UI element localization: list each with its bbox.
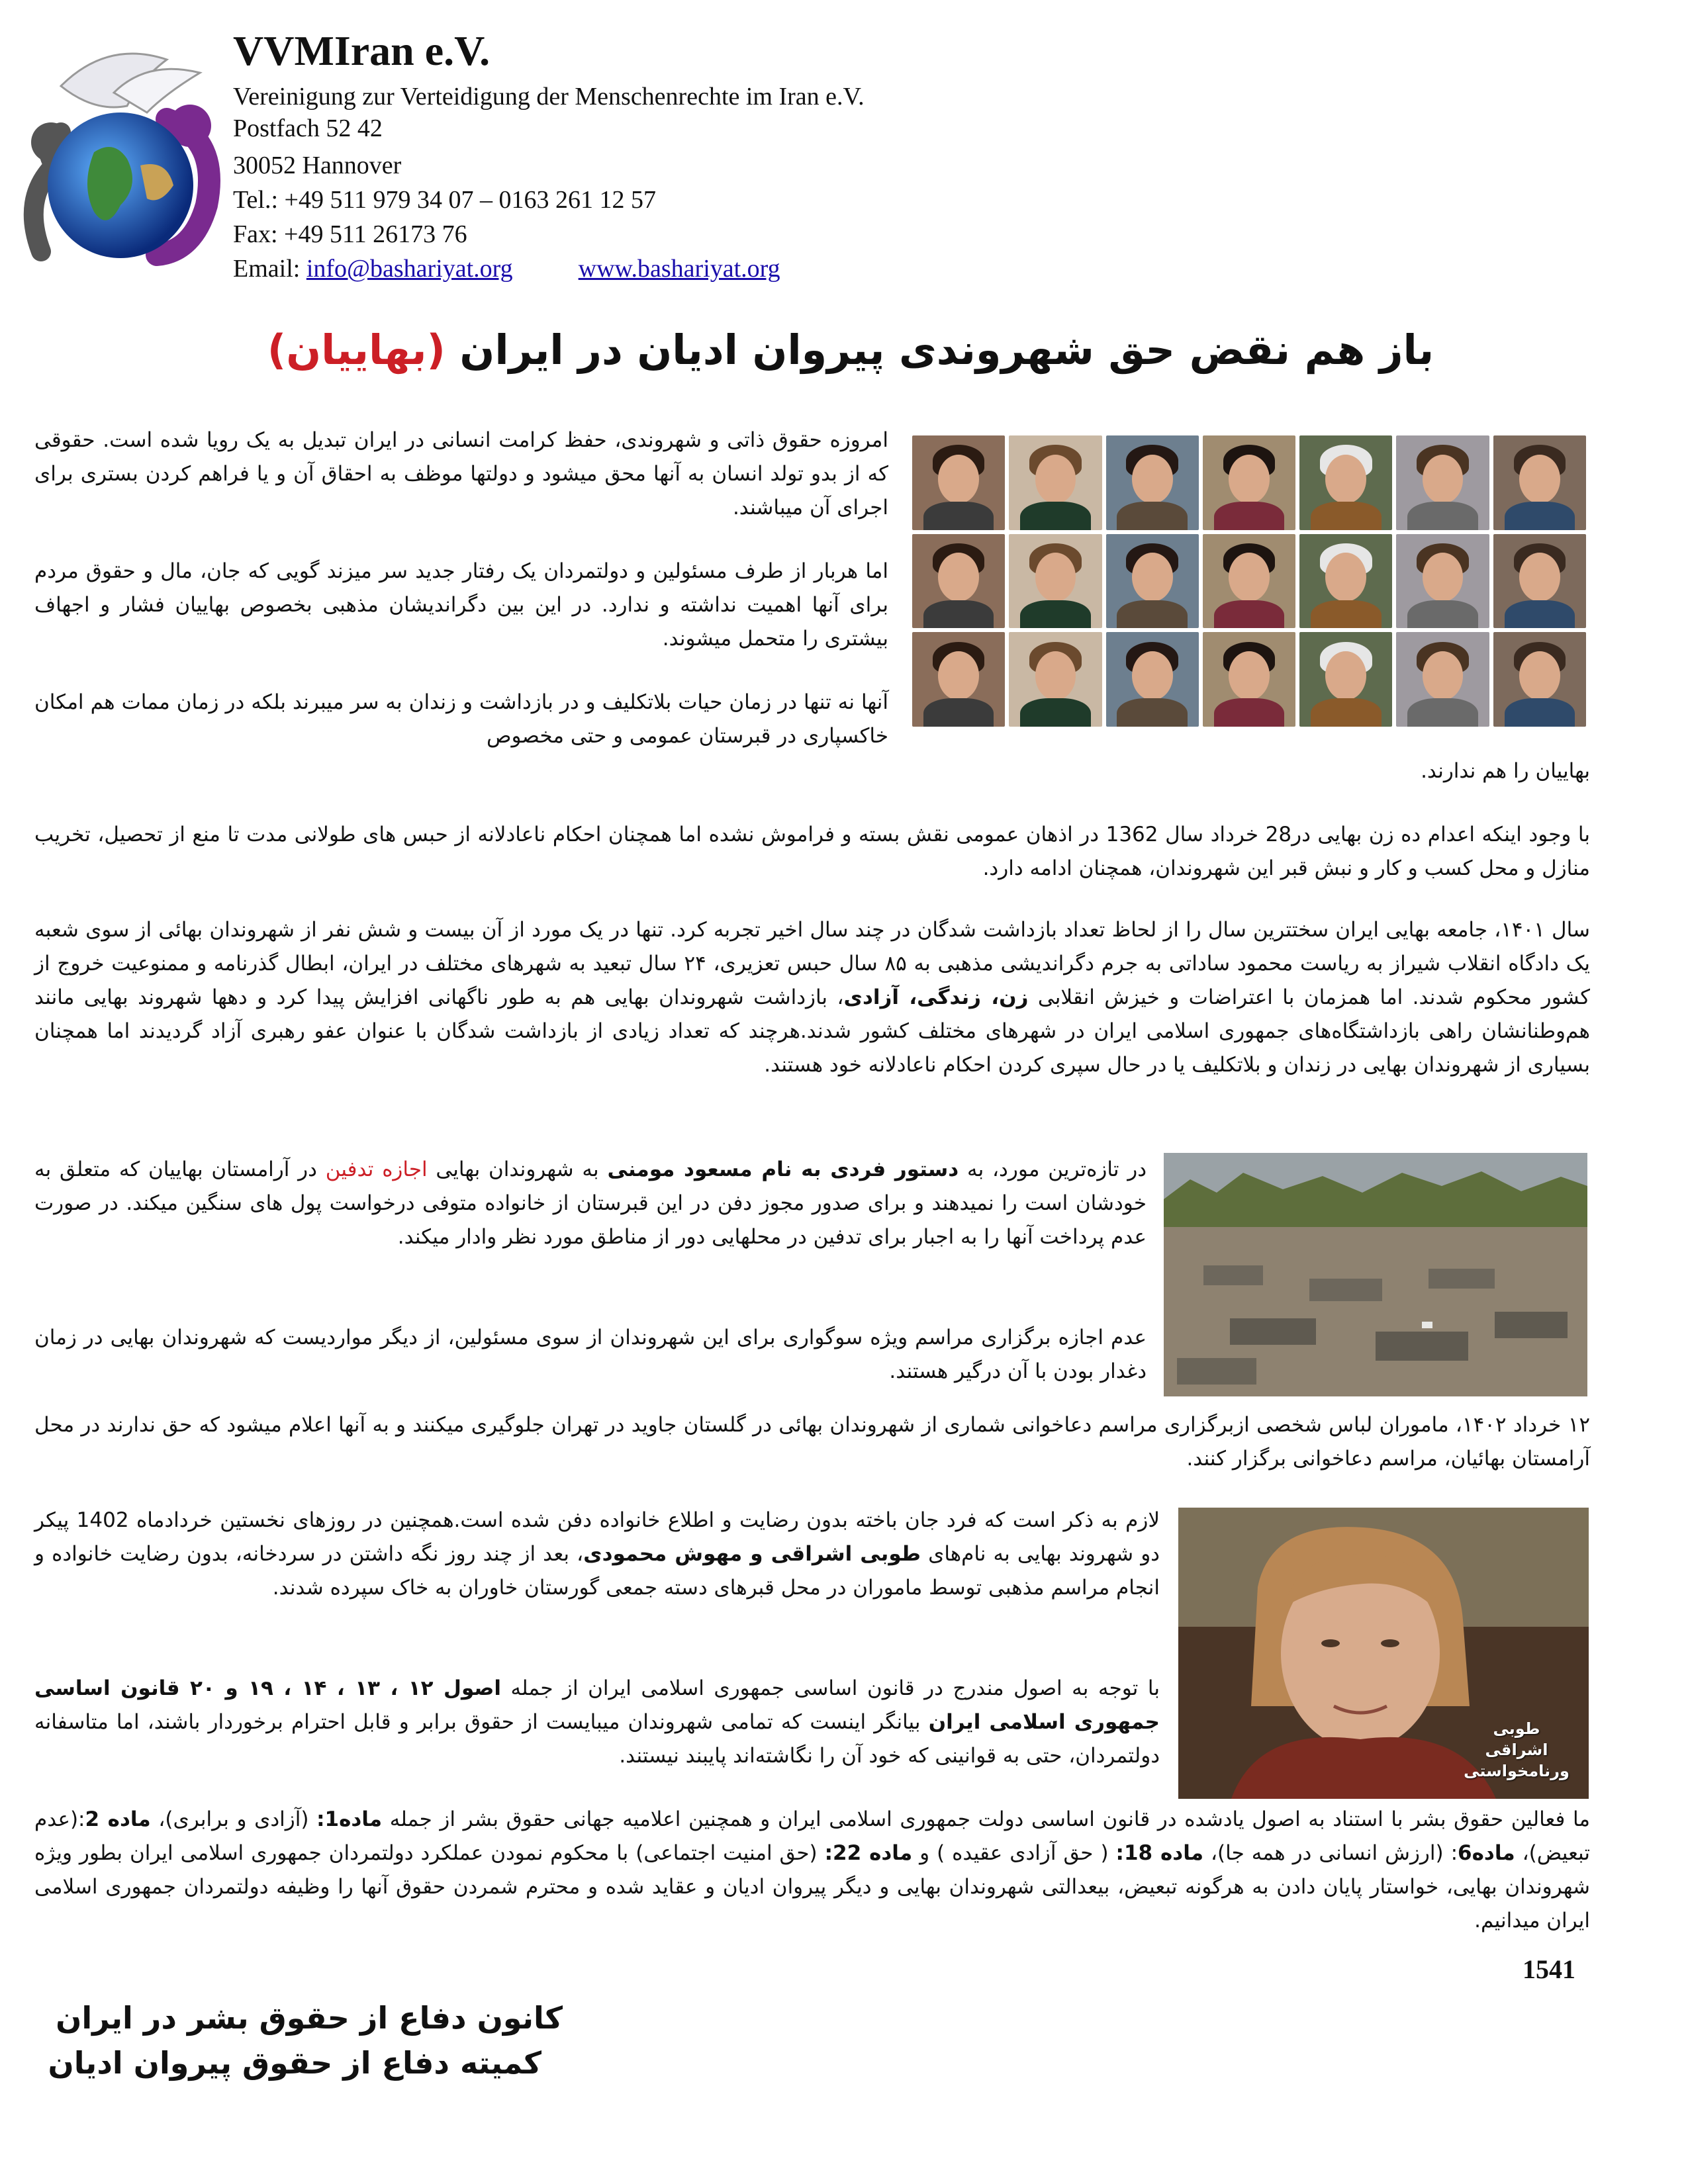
- portrait-caption: طوبی اشراقی ورنامخواستی: [1464, 1719, 1570, 1780]
- portrait-tile: [1009, 632, 1102, 727]
- paragraph-intro-3b: بهاییان را هم ندارند.: [1421, 759, 1590, 783]
- article-and: و: [919, 1841, 930, 1865]
- article-22-text: (حق امنیت اجتماعی) با محکوم نمودن عملکرد دولتمردان جمهوری اسلامی ایران بطور ویژه شهروندان بهایی، خواستار پایان دادن به هرگونه تبعیض، بیعدالتی شهروندان بهایی و دیگر پیروان ادیان و عقاید شده و محترم شمردن حقوق آنها را وظیفه دولتمردان جمهوری اسلامی ایران میدانیم.: [34, 1841, 1590, 1933]
- paragraph-khavaran-burial: [34, 1504, 1160, 1605]
- email-label: Email:: [233, 255, 301, 283]
- portrait-tile: [1203, 632, 1295, 727]
- article-2-text: :(عدم تبعیض)،: [34, 1807, 1591, 1865]
- fax: Fax: +49 511 26173 76: [233, 220, 467, 248]
- article-1-text: (آزادی و برابری)،: [158, 1807, 309, 1831]
- portrait-tile: [1396, 534, 1489, 629]
- portrait-tile: [912, 632, 1005, 727]
- paragraph-intro-3a: آنها نه تنها در زمان حیات بلاتکلیف و در بازداشت و زندان به سر میبرند بلکه در زمان ممات هم امکان خاکسپاری در قبرستان عمومی و حتی مخصوص: [34, 690, 888, 748]
- telephone: Tel.: +49 511 979 34 07 – 0163 261 12 57: [233, 186, 657, 214]
- organization-logo: [15, 33, 226, 271]
- portrait-tile: [1396, 632, 1489, 727]
- paragraph-burial-ban: [34, 1153, 1147, 1254]
- paragraph-demands: [34, 1803, 1590, 1938]
- p9-text-b: ، بعد از چند روز نگه داشتن در سردخانه، بدون رضایت خانواده و انجام مراسم مذهبی توسط ماموران در محل قبرهای دسته جمعی گورستان خاوران به خاک سپرده شدند.: [34, 1542, 1160, 1600]
- portrait-tile: [1009, 435, 1102, 530]
- title-highlight: (بهاییان): [267, 326, 445, 374]
- signature-line-2: کمیته دفاع از حقوق پیروان ادیان: [48, 2045, 541, 2081]
- portrait-tile: [1106, 435, 1199, 530]
- article-6-text: : (ارزش انسانی در همه جا)،: [1211, 1841, 1458, 1865]
- p6-text-a: در تازه‌ترین مورد، به: [967, 1158, 1147, 1181]
- contact-line: [233, 254, 780, 283]
- document-number: 1541: [1523, 1954, 1575, 1984]
- paragraph-execution-history: با وجود اینکه اعدام ده زن بهایی در28 خرداد سال 1362 در اذهان عمومی نقش بسته و فراموش نشده اما همچنان احکام ناعادلانه از حبس های طولانی مدت تا منع از تحصیل، تخریب منازل و محل کسب و کار و نبش قبر این شهروندان، همچنان ادامه دارد.: [34, 823, 1590, 880]
- portrait-tile: [1299, 632, 1392, 727]
- article-22: ماده 22:: [824, 1841, 913, 1865]
- website-link[interactable]: www.bashariyat.org: [578, 255, 780, 283]
- portrait-tile: [1299, 534, 1392, 629]
- p6-bold: دستور فردی به نام مسعود مومنی: [607, 1158, 959, 1181]
- p5-slogan: زن، زندگی، آزادی: [843, 985, 1029, 1009]
- portrait-tile: [1299, 435, 1392, 530]
- portrait-tile: [1106, 534, 1199, 629]
- signature-line-1: کانون دفاع از حقوق بشر در ایران: [56, 2000, 563, 2036]
- city: 30052 Hannover: [233, 152, 402, 179]
- title-main: باز هم نقض حق شهروندی پیروان ادیان در ایران: [459, 326, 1434, 374]
- p10-articles: اصول ۱۲ ، ۱۳ ، ۱۴ ، ۱۹ و ۲۰ قانون اساسی جمهوری اسلامی ایران: [34, 1676, 1160, 1734]
- paragraph-mourning-ban: عدم اجازه برگزاری مراسم ویژه سوگواری برای این شهروندان از سوی مسئولین، از دیگر مواردیست که شهروندان بهایی در زمان دغدار بودن با آن درگیر هستند.: [34, 1326, 1147, 1383]
- p6-text-c: در آرامستان بهاییان که متعلق به خودشان است را نمیدهند و برای صدور مجوز دفن در این قبرستان از خانواده متوفی درخواست پول های سنگین میکند. در صورت عدم پرداخت آنها را به اجبار برای تدفین در محلهایی دور از مناطق مورد نظر وادار میکند.: [34, 1158, 1147, 1249]
- article-18-text: ( حق آزادی عقیده ): [937, 1841, 1109, 1865]
- article-6: ماده6: [1458, 1841, 1515, 1865]
- page-title: [79, 326, 1622, 374]
- p10-text-b: بیانگر اینست که تمامی شهروندان میبایست از حقوق برابر و قابل احترام برخوردار باشند، اما متاسفانه دولتمردان، حتی به قوانینی که خود آن را نگاشته‌اند پایبند نیستند.: [34, 1710, 1160, 1768]
- email-link[interactable]: info@bashariyat.org: [306, 255, 513, 283]
- article-2: ماده 2: [85, 1807, 151, 1831]
- p11-text-a: ما فعالین حقوق بشر با استناد به اصول یادشده در قانون اساسی دولت جمهوری اسلامی ایران و همچنین اعلامیه جهانی حقوق بشر از جمله: [389, 1807, 1591, 1831]
- portraits-grid: [912, 435, 1586, 727]
- portrait-tile: [1493, 534, 1586, 629]
- portrait-tile: [1203, 534, 1295, 629]
- portrait-tile: [1396, 435, 1489, 530]
- portrait-tile: [1009, 534, 1102, 629]
- p9-text-a: لازم به ذکر است که فرد جان باخته بدون رضایت و اطلاع خانواده دفن شده است.همچنین در روزهای نخستین خردادماه 1402 پیکر دو شهروند بهایی به نام‌های: [34, 1508, 1160, 1566]
- paragraph-1401-arrests: [34, 913, 1590, 1082]
- p10-text-a: با توجه به اصول مندرج در قانون اساسی جمهوری اسلامی ایران از جمله: [510, 1676, 1160, 1700]
- portrait-tile: [912, 534, 1005, 629]
- paragraph-intro-2: اما هربار از طرف مسئولین و دولتمردان یک رفتار جدید سر میزند گویی که جان، مال و حقوق مردم برای آنها اهمیت نداشته و ندارد. در این بین دگراندیشان مذهبی بخصوص بهاییان فشار و اجهاف بیشتری را متحمل میشوند.: [34, 559, 888, 651]
- portrait-tile: [1493, 435, 1586, 530]
- organization-full-name: Vereinigung zur Verteidigung der Menschenrechte im Iran e.V.: [233, 83, 865, 111]
- p9-names: طوبی اشراقی و مهوش محمودی: [583, 1542, 921, 1566]
- article-18: ماده 18:: [1115, 1841, 1204, 1865]
- cemetery-photo: [1164, 1153, 1587, 1396]
- article-1: ماده1:: [316, 1807, 383, 1831]
- organization-name: VVMIran e.V.: [233, 27, 491, 74]
- portrait-tile: [1493, 632, 1586, 727]
- p6-burial-permission: اجازه تدفین: [325, 1158, 428, 1181]
- portrait-tile: [1106, 632, 1199, 727]
- portrait-photo: [1178, 1508, 1589, 1799]
- p5-text-b: ، بازداشت شهروندان بهایی هم به طور ناگهانی افزایش پیدا کرد و دهها شهروند بهایی مانند هم‌وطنانشان راهی بازداشتگاه‌های جمهوری اسلامی ایران در شهرهای مختلف کشور شدند.هرچند که تعداد زیادی از بازداشت شدگان با عنوان عفو رهبری آزاد گردیدند اما همچنان بسیاری از شهروندان بهایی در زندان و بلاتکلیف یا در حال سپری کردن احکام ناعادلانه خود هستند.: [34, 985, 1590, 1077]
- portrait-tile: [1203, 435, 1295, 530]
- p6-text-b: به شهروندان بهایی: [436, 1158, 599, 1181]
- paragraph-intro-1: امروزه حقوق ذاتی و شهروندی، حفظ کرامت انسانی در ایران تبدیل به یک رویا شده است. حقوقی که از بدو تولد انسان به آنها محق میشود و دولتها موظف به احقاق آن و یا فراهم کردن بستری برای اجرای آن میباشند.: [34, 428, 888, 520]
- portrait-tile: [912, 435, 1005, 530]
- postfach: Postfach 52 42: [233, 114, 383, 142]
- paragraph-constitution: [34, 1672, 1160, 1773]
- p5-text-a: سال ۱۴۰۱، جامعه بهایی ایران سختترین سال را از لحاظ تعداد بازداشت شدگان در چند سال اخیر تجربه کرد. تنها در یک مورد از آن بیست و شش نفر از شهروندان بهائی از سوی شعبه یک دادگاه انقلاب شیراز به ریاست محمود ساداتی به جرم دگراندیشی مذهبی به ۸۵ سال حبس تعزیری، ۲۴ سال تبعید به شهرهای مختلف در ایران، ابطال گذرنامه و ممنوعیت خروج از کشور محکوم شدند. اما همزمان با اعتراضات و خیزش انقلابی: [34, 918, 1591, 1009]
- paragraph-memorial-prevention: ۱۲ خرداد ۱۴۰۲، ماموران لباس شخصی ازبرگزاری مراسم دعاخوانی شماری از شهروندان بهائی در گلستان جاوید در تهران جلوگیری میکنند و به آنها اعلام میشود که حق ندارند در محل آرامستان بهائیان، مراسم دعاخوانی برگزار کنند.: [34, 1413, 1590, 1471]
